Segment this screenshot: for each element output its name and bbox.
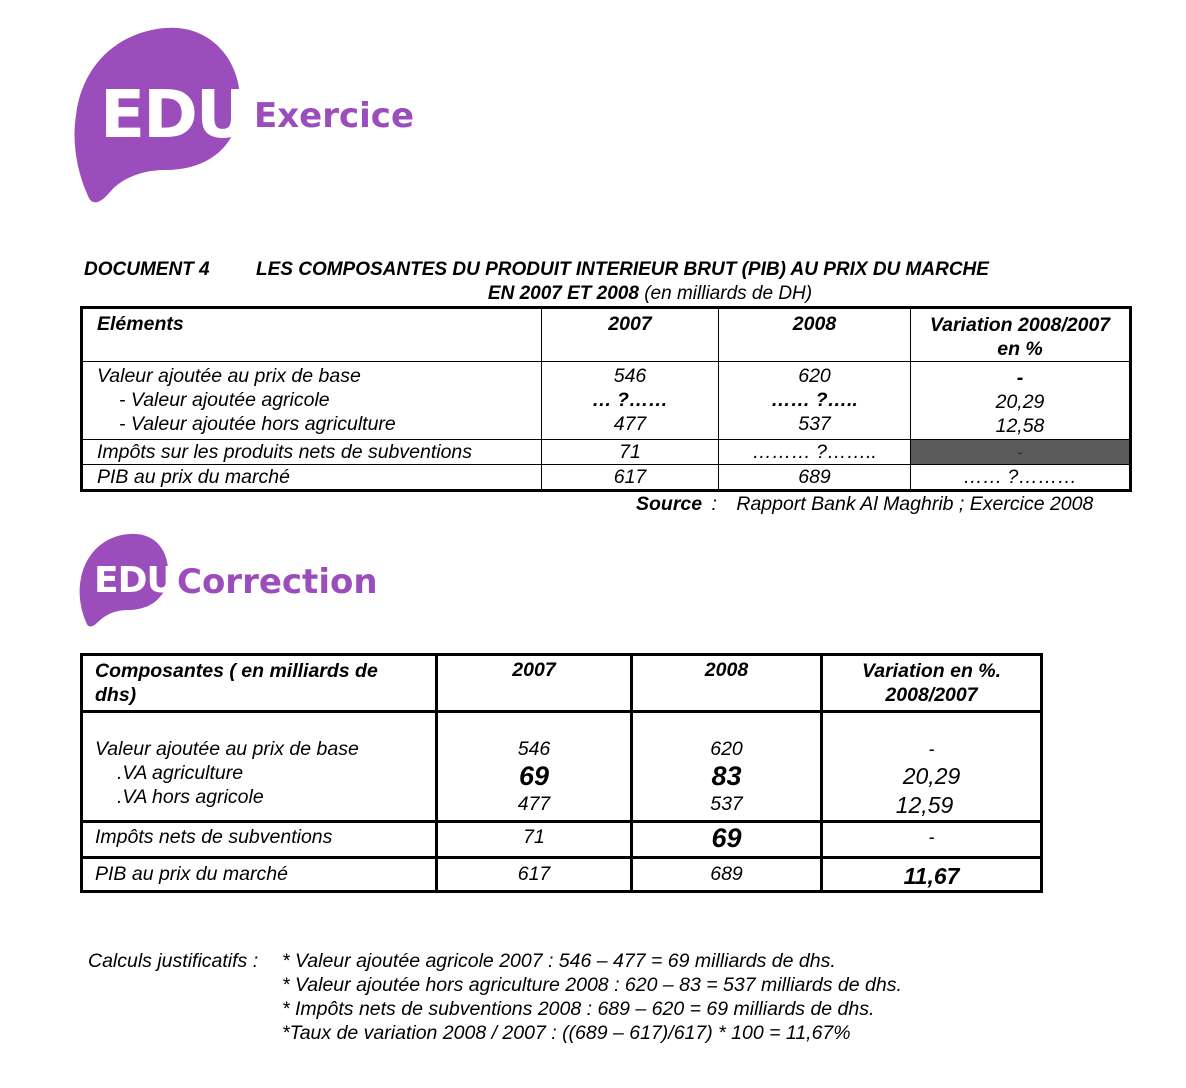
source-label: Source [636, 493, 703, 515]
document-subtitle [400, 283, 900, 305]
edu-correction-logo-edu: EDU [94, 560, 175, 601]
va-2007: 546 … ?…… 477 [542, 362, 719, 440]
impots-2008: ……… ?…….. [719, 440, 911, 465]
va-labels: Valeur ajoutée au prix de base .VA agriculture .VA hors agricole [82, 712, 437, 822]
document-number: DOCUMENT 4 [84, 259, 210, 280]
calculs-line-4: *Taux de variation 2008 / 2007 : ((689 – 617)/617) * 100 = 11,67% [282, 1022, 851, 1044]
header-2007: 2007 [542, 308, 719, 362]
pib-label: PIB au prix du marché [82, 465, 542, 491]
va-2008: 620 83 537 [632, 712, 822, 822]
source-text: Rapport Bank Al Maghrib ; Exercice 2008 [736, 493, 1094, 515]
impots-2007: 71 [437, 822, 632, 858]
document-subtitle-unit: (en milliards de DH) [644, 283, 813, 304]
header-composantes: Composantes ( en milliards de dhs) [82, 655, 437, 712]
va-2008: 620 …… ?….. 537 [719, 362, 911, 440]
impots-2008: 69 [632, 822, 822, 858]
header-variation: Variation 2008/2007 en % [911, 308, 1131, 362]
header-2007: 2007 [437, 655, 632, 712]
table-row [82, 822, 1042, 858]
pib-2007: 617 [437, 858, 632, 892]
table-row [82, 308, 1131, 362]
impots-variation: - [911, 440, 1131, 465]
va-variation: - 20,29 12,59 [822, 712, 1042, 822]
header-2008: 2008 [719, 308, 911, 362]
impots-label: Impôts nets de subventions [82, 822, 437, 858]
pib-variation: 11,67 [822, 858, 1042, 892]
header-variation: Variation en %. 2008/2007 [822, 655, 1042, 712]
calculs-line-3: * Impôts nets de subventions 2008 : 689 – 620 = 69 milliards de dhs. [282, 998, 875, 1020]
table-row [82, 465, 1131, 491]
table-row [82, 362, 1131, 440]
correction-table [80, 653, 1043, 893]
va-labels: Valeur ajoutée au prix de base - Valeur ajoutée agricole - Valeur ajoutée hors agriculture [82, 362, 542, 440]
document-title: LES COMPOSANTES DU PRODUIT INTERIEUR BRUT (PIB) AU PRIX DU MARCHE [256, 259, 989, 280]
va-2007: 546 69 477 [437, 712, 632, 822]
table-row [82, 712, 1042, 822]
table-row [82, 440, 1131, 465]
pib-2008: 689 [719, 465, 911, 491]
edu-exercice-logo-label: Exercice [254, 96, 415, 136]
pib-2008: 689 [632, 858, 822, 892]
pib-2007: 617 [542, 465, 719, 491]
impots-variation: - [822, 822, 1042, 858]
source-line [636, 493, 1093, 516]
source-separator: : [711, 493, 717, 515]
impots-2007: 71 [542, 440, 719, 465]
header-2008: 2008 [632, 655, 822, 712]
edu-correction-logo-label: Correction [177, 562, 378, 602]
calculs-line-1: * Valeur ajoutée agricole 2007 : 546 – 477 = 69 milliards de dhs. [282, 950, 836, 972]
calculs-line-2: * Valeur ajoutée hors agriculture 2008 : 620 – 83 = 537 milliards de dhs. [282, 974, 902, 996]
pib-variation: …… ?……… [911, 465, 1131, 491]
edu-exercice-logo-edu: EDU [100, 76, 248, 153]
document-subtitle-years: EN 2007 ET 2008 [487, 283, 639, 304]
table-row [82, 655, 1042, 712]
impots-label: Impôts sur les produits nets de subventions [82, 440, 542, 465]
pib-label: PIB au prix du marché [82, 858, 437, 892]
calculs-prefix: Calculs justificatifs : [88, 950, 259, 972]
va-variation: - 20,29 12,58 [911, 362, 1131, 440]
header-elements: Eléments [82, 308, 542, 362]
table-row [82, 858, 1042, 892]
exercise-table [80, 306, 1132, 492]
